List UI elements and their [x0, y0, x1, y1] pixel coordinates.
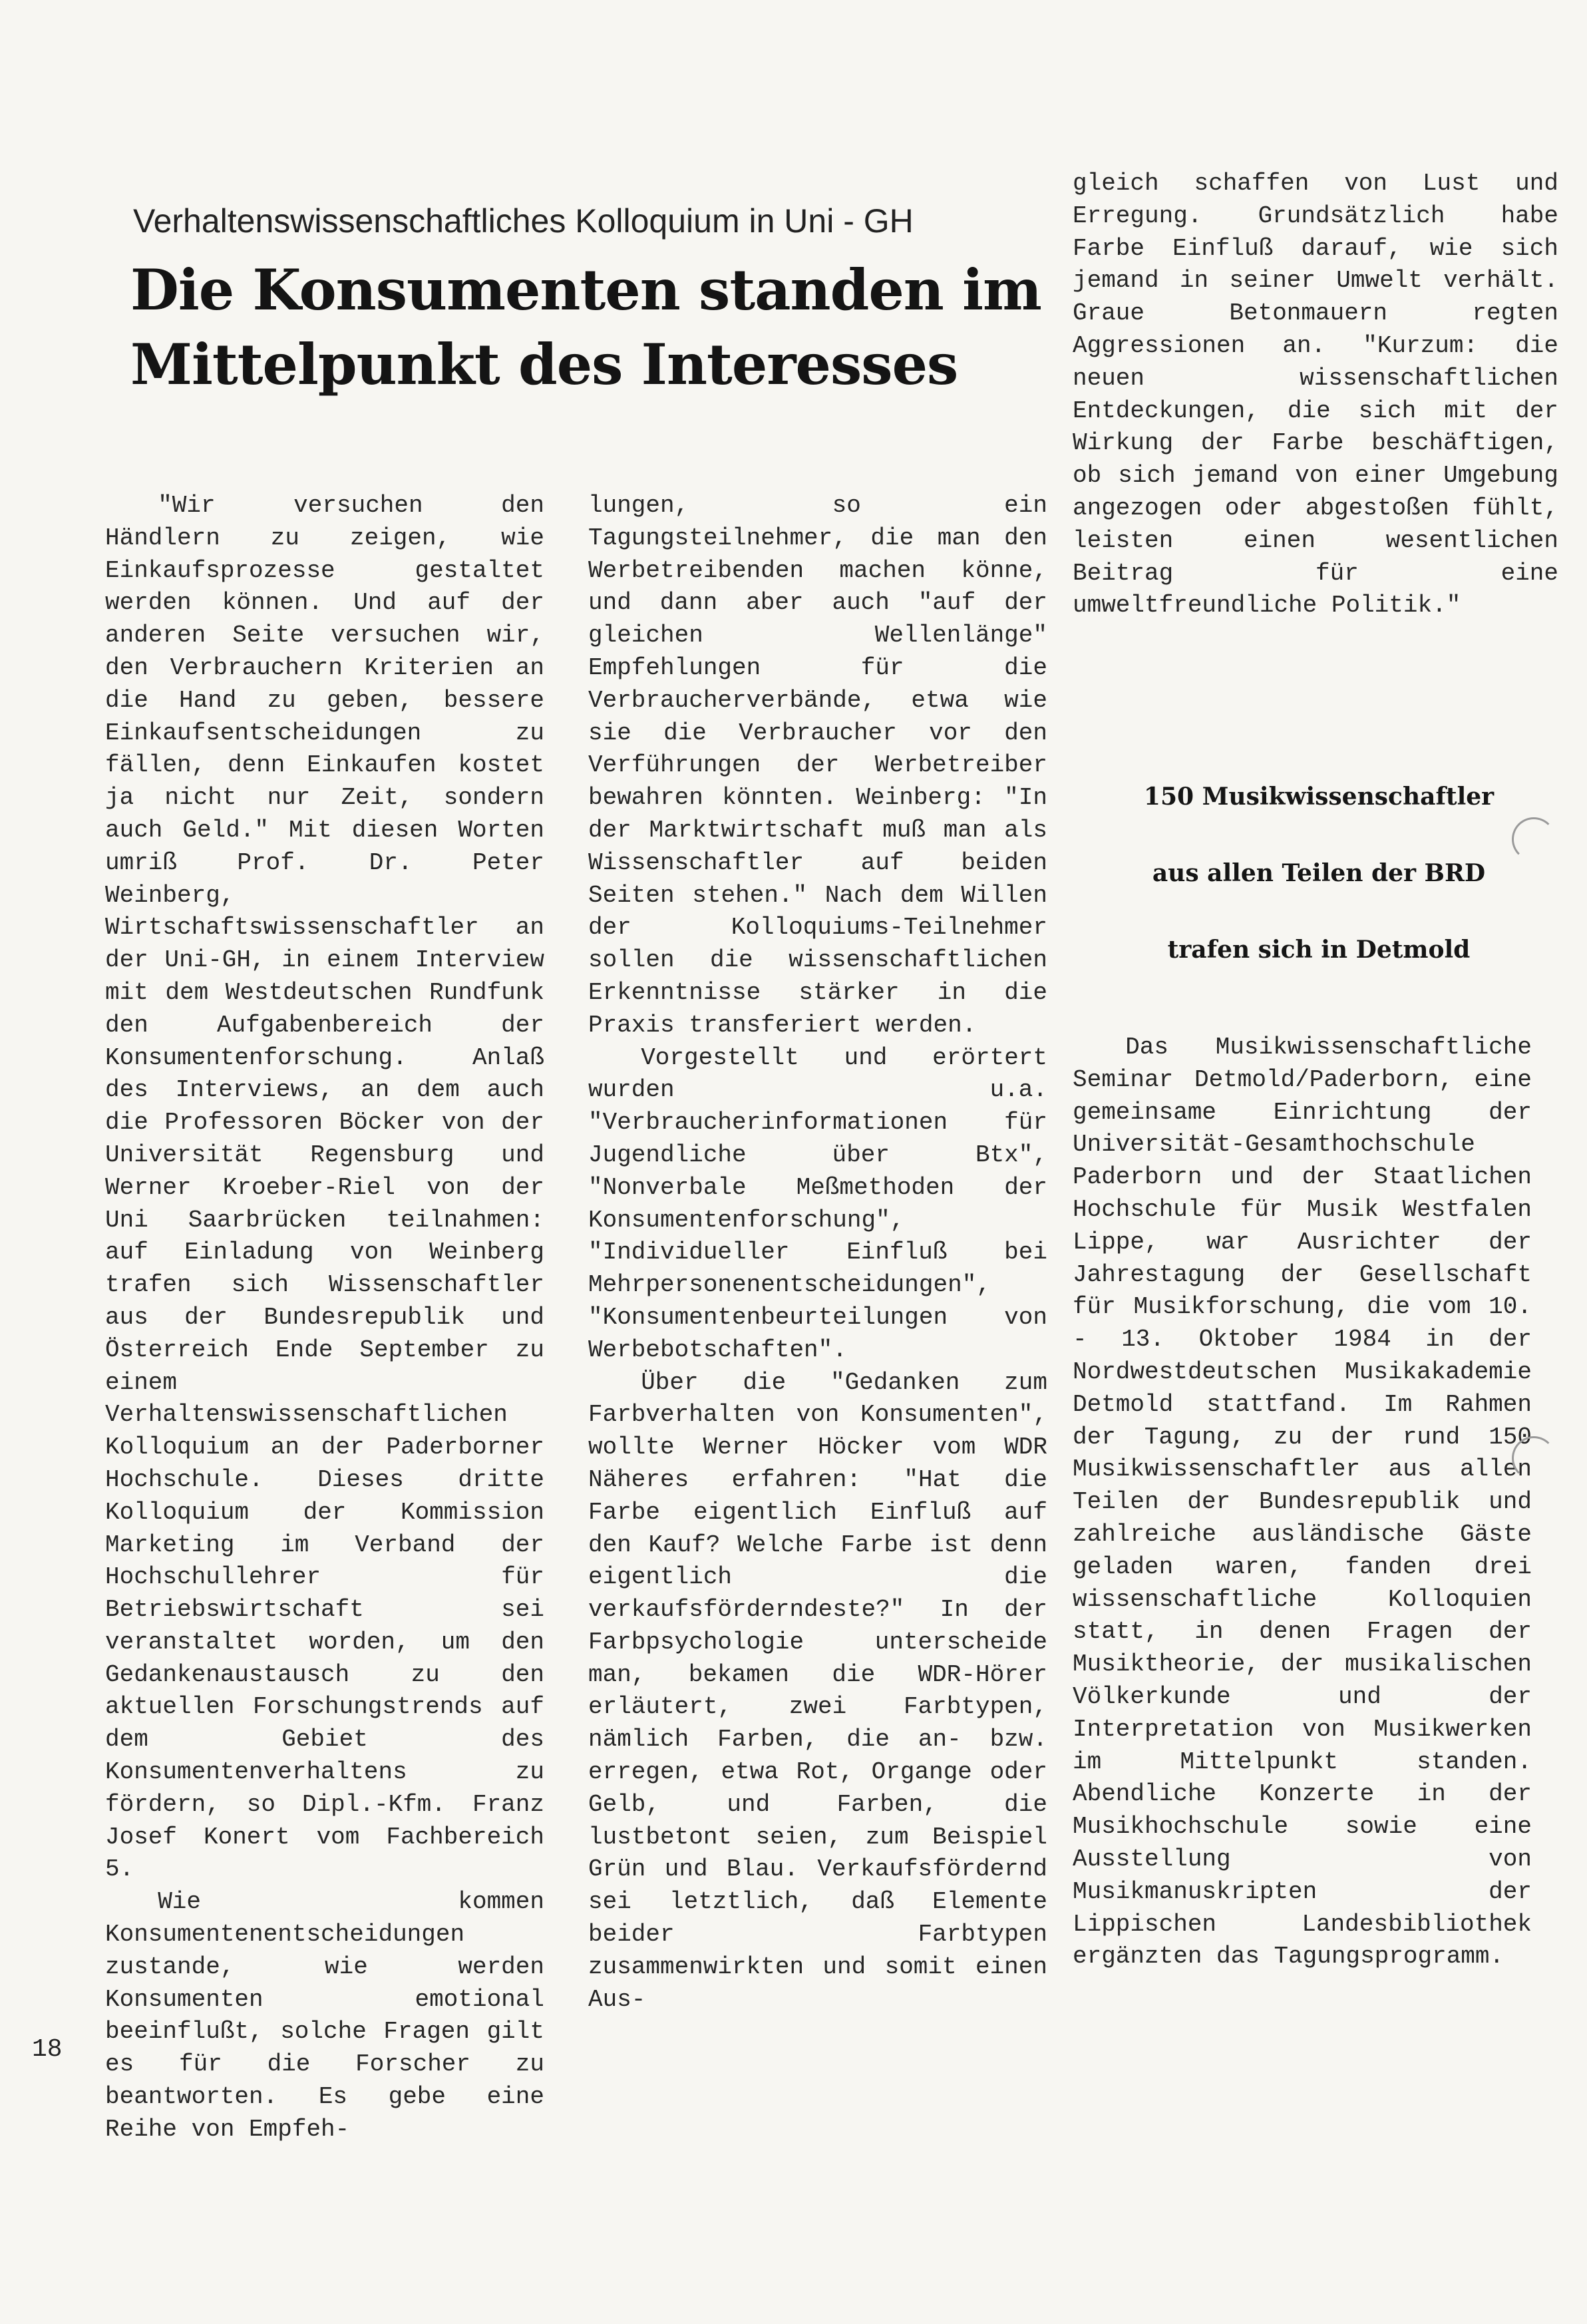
article-kicker: Verhaltenswissenschaftliches Kolloquium in Uni - GH: [133, 202, 914, 240]
punch-hole-mark-top: [1512, 817, 1556, 861]
secondary-headline: [1073, 759, 1565, 988]
punch-hole-mark-bottom: [1512, 1436, 1556, 1480]
column-2-paragraph-2: Vorgestellt und erörtert wurden u.a. "Verbraucherinformationen für Jugendliche über Btx", "Nonverbale Meßmethoden der Konsumentenforschung", "Individueller Einfluß bei Mehrpersonenentscheidungen", "Konsumentenbeurteilungen von Werbebotschaften".: [588, 1044, 1047, 1364]
column-1-paragraph-2: Wie kommen Konsumentenentscheidungen zustande, wie werden Konsumenten emotional beeinflußt, solche Fragen gilt es für die Forscher zu beantworten. Es gebe eine Reihe von Empfeh-: [105, 1888, 544, 2143]
column-2: [588, 490, 1047, 2016]
column-1: [105, 490, 544, 2146]
column-1-paragraph-1: "Wir versuchen den Händlern zu zeigen, wie Einkaufsprozesse gestaltet werden können. Und auf der anderen Seite versuchen wir, den Verbrauchern Kriterien an die Hand zu geben, bessere Einkaufsentscheidungen zu fällen, denn Einkaufen kostet ja nicht nur Zeit, sondern auch Geld." Mit diesen Worten umriß Prof. Dr. Peter Weinberg, Wirtschaftswissenschaftler an der Uni-GH, in einem Interview mit dem Westdeutschen Rundfunk den Aufgabenbereich der Konsumentenforschung. Anlaß des Interviews, an dem auch die Professoren Böcker von der Universität Regensburg und Werner Kroeber-Riel von der Uni Saarbrücken teilnahmen: auf Einladung von Weinberg trafen sich Wissenschaftler aus der Bundesrepublik und Österreich Ende September zu einem Verhaltenswissenschaftlichen Kolloquium an der Paderborner Hochschule. Dieses dritte Kolloquium der Kommission Marketing im Verband der Hochschullehrer für Betriebswirtschaft sei veranstaltet worden, um den Gedankenaustausch zu den aktuellen Forschungstrends auf dem Gebiet des Konsumentenverhaltens zu fördern, so Dipl.-Kfm. Franz Josef Konert vom Fachbereich 5.: [105, 492, 544, 1883]
page-number: 18: [32, 2035, 63, 2064]
secondary-headline-line-2: aus allen Teilen der BRD: [1152, 859, 1486, 887]
headline-line-2: Mittelpunkt des Interesses: [130, 331, 958, 397]
column-3-article: [1073, 1032, 1532, 1973]
column-3-continuation: [1073, 168, 1558, 622]
column-3-continuation-text: gleich schaffen von Lust und Erregung. Grundsätzlich habe Farbe Einfluß darauf, wie sich jemand in seiner Umwelt verhält. Graue Betonmauern regten Aggressionen an. "Kurzum: die neuen wissenschaftlichen Entdeckungen, die sich mit der Wirkung der Farbe beschäftigen, ob sich jemand von einer Umgebung angezogen oder abgestoßen fühlt, leisten einen wesentlichen Beitrag für eine umweltfreundliche Politik.": [1073, 170, 1558, 620]
headline-line-1: Die Konsumenten standen im: [130, 257, 1041, 323]
secondary-headline-line-1: 150 Musikwissenschaftler: [1143, 783, 1495, 811]
secondary-headline-line-3: trafen sich in Detmold: [1167, 936, 1471, 964]
column-3-article-text: Das Musikwissenschaftliche Seminar Detmold/Paderborn, eine gemeinsame Einrichtung der Universität-Gesamthochschule Paderborn und der Staatlichen Hochschule für Musik Westfalen Lippe, war Ausrichter der Jahrestagung der Gesellschaft für Musikforschung, die vom 10. - 13. Oktober 1984 in der Nordwestdeutschen Musikakademie Detmold stattfand. Im Rahmen der Tagung, zu der rund 150 Musikwissenschaftler aus allen Teilen der Bundesrepublik und zahlreiche ausländische Gäste geladen waren, fanden drei wissenschaftliche Kolloquien statt, in denen Fragen der Musiktheorie, der musikalischen Völkerkunde und der Interpretation von Musikwerken im Mittelpunkt standen. Abendliche Konzerte in der Musikhochschule sowie eine Ausstellung von Musikmanuskripten der Lippischen Landesbibliothek ergänzten das Tagungsprogramm.: [1073, 1034, 1532, 1971]
article-headline: [130, 253, 1075, 402]
column-2-paragraph-3: Über die "Gedanken zum Farbverhalten von Konsumenten", wollte Werner Höcker vom WDR Näheres erfahren: "Hat die Farbe eigentlich Einfluß auf den Kauf? Welche Farbe ist denn eigentlich die verkaufsförderndeste?" In der Farbpsychologie unterscheide man, bekamen die WDR-Hörer erläutert, zwei Farbtypen, nämlich Farben, die an- bzw. erregen, etwa Rot, Organge oder Gelb, und Farben, die lustbetont seien, zum Beispiel Grün und Blau. Verkaufsfördernd sei letztlich, daß Elemente beider Farbtypen zusammenwirkten und somit einen Aus-: [588, 1368, 1047, 2013]
column-2-paragraph-1: lungen, so ein Tagungsteilnehmer, die man den Werbetreibenden machen könne, und dann aber auch "auf der gleichen Wellenlänge" Empfehlungen für die Verbraucherverbände, etwa wie sie die Verbraucher vor den Verführungen der Werbetreiber bewahren könnten. Weinberg: "In der Marktwirtschaft muß man als Wissenschaftler auf beiden Seiten stehen." Nach dem Willen der Kolloquiums-Teilnehmer sollen die wissenschaftlichen Erkenntnisse stärker in die Praxis transferiert werden.: [588, 492, 1047, 1039]
